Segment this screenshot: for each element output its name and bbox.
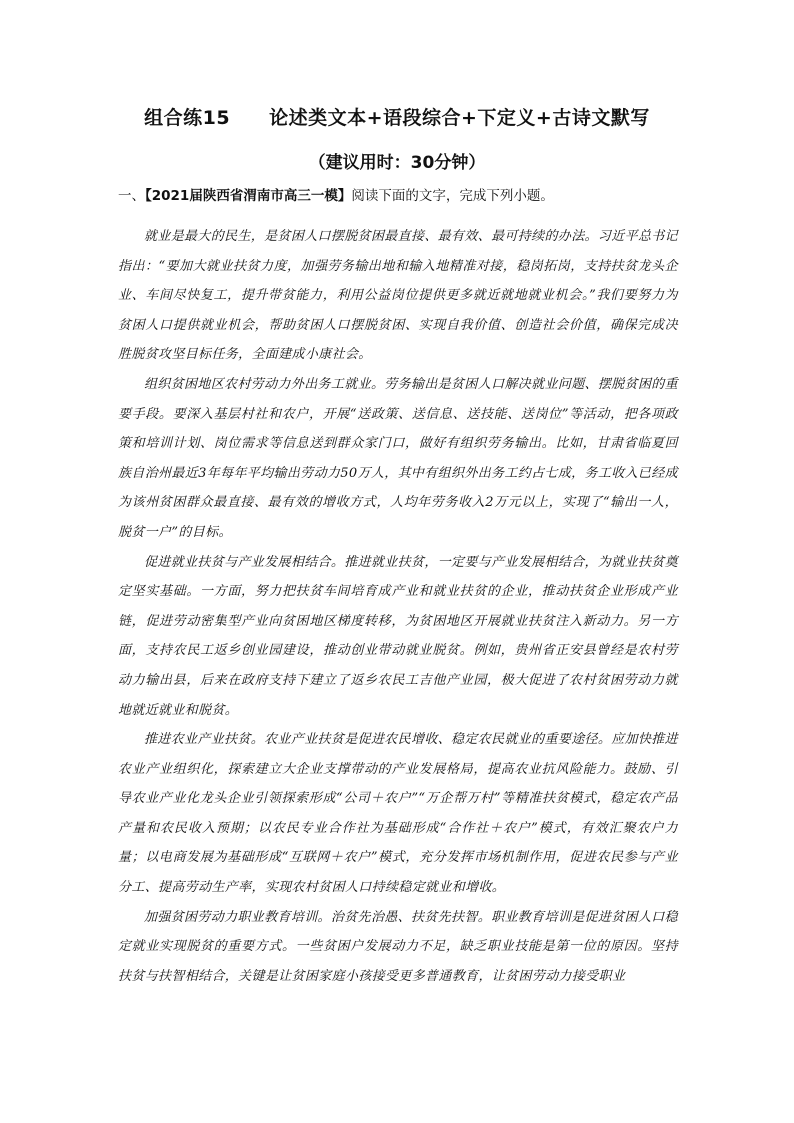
passage-paragraph: 促进就业扶贫与产业发展相结合。推进就业扶贫，一定要与产业发展相结合，为就业扶贫奠定坚实基础。一方面，努力把扶贫车间培育成产业和就业扶贫的企业，推动扶贫企业形成产业链，促进劳动密集型产业向贫困地区梯度转移，为贫困地区开展就业扶贫注入新动力。另一方面，支持农民工返乡创业园建设，推动创业带动就业脱贫。例如，贵州省正安县曾经是农村劳动力输出县，后来在政府支持下建立了返乡农民工吉他产业园，极大促进了农村贫困劳动力就地就近就业和脱贫。 [118, 554, 679, 718]
passage-paragraph: 加强贫困劳动力职业教育培训。治贫先治愚、扶贫先扶智。职业教育培训是促进贫困人口稳定就业实现脱贫的重要方式。一些贫困户发展动力不足，缺乏职业技能是第一位的原因。坚持扶贫与扶智相结合，关键是让贫困家庭小孩接受更多普通教育，让贫困劳动力接受职业 [118, 909, 679, 984]
question-intro [118, 186, 688, 206]
page-title: 组合练15 论述类文本+语段综合+下定义+古诗文默写 [144, 107, 650, 129]
passage-paragraph: 推进农业产业扶贫。农业产业扶贫是促进农民增收、稳定农民就业的重要途径。应加快推进农业产业组织化，探索建立大企业支撑带动的产业发展格局，提高农业抗风险能力。鼓励、引导农业产业化龙头企业引领探索形成“公司＋农户”“万企帮万村”等精准扶贫模式，稳定农产品产量和农民收入预期；以农民专业合作社为基础形成“合作社＋农户”模式，有效汇聚农户力量；以电商发展为基础形成“互联网＋农户”模式，充分发挥市场机制作用，促进农民参与产业分工、提高劳动生产率，实现农村贫困人口持续稳定就业和增收。 [118, 732, 679, 896]
suggested-time: （建议用时：30分钟） [308, 153, 486, 173]
question-instruction: 阅读下面的文字，完成下列小题。 [351, 188, 554, 204]
passage-paragraph: 组织贫困地区农村劳动力外出务工就业。劳务输出是贫困人口解决就业问题、摆脱贫困的重要手段。要深入基层村社和农户，开展“送政策、送信息、送技能、送岗位”等活动，把各项政策和培训计划、岗位需求等信息送到群众家门口，做好有组织劳务输出。比如，甘肃省临夏回族自治州最近3年每年平均输出劳动力50万人，其中有组织外出务工约占七成，务工收入已经成为该州贫困群众最直接、最有效的增收方式，人均年劳务收入2万元以上，实现了“输出一人，脱贫一户”的目标。 [118, 376, 679, 540]
passage-paragraph: 就业是最大的民生，是贫困人口摆脱贫困最直接、最有效、最可持续的办法。习近平总书记指出：“要加大就业扶贫力度，加强劳务输出地和输入地精准对接，稳岗拓岗，支持扶贫龙头企业、车间尽快复工，提升带贫能力，利用公益岗位提供更多就近就地就业机会。”我们要努力为贫困人口提供就业机会，帮助贫困人口摆脱贫困、实现自我价值、创造社会价值，确保完成决胜脱贫攻坚目标任务，全面建成小康社会。 [118, 229, 679, 363]
passage [118, 222, 678, 991]
question-number: 一、 [118, 188, 145, 204]
question-source: 【2021届陕西省渭南市高三一模】 [145, 188, 352, 204]
